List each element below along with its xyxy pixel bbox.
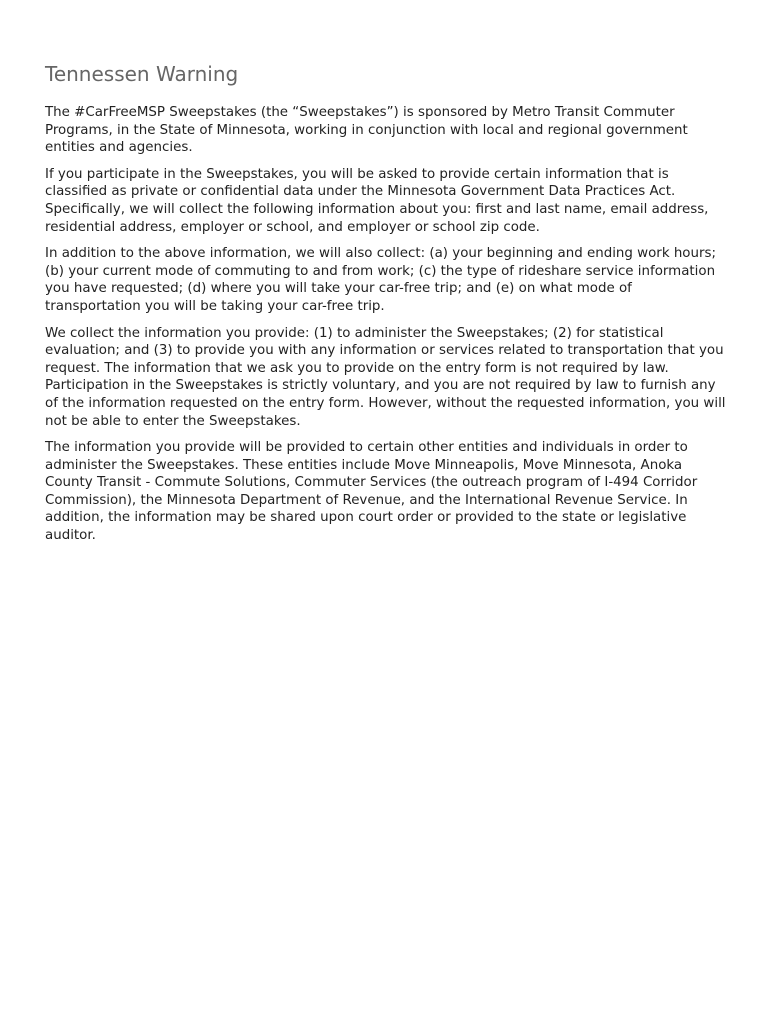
document-page <box>45 60 730 554</box>
paragraph-sharing: The information you provide will be provided to certain other entities and individuals in order to administer the Sweepstakes. These entities include Move Minneapolis, Move Minnesota, Anoka County Transit - Commute Solutions, Commuter Services (the outreach program of I-494 Corridor Commission), the Minnesota Department of Revenue, and the International Revenue Service. In addition, the information may be shared upon court order or provided to the state or legislative auditor. <box>45 440 698 544</box>
paragraph-sponsor: The #CarFreeMSP Sweepstakes (the “Sweepstakes”) is sponsored by Metro Transit Commuter Programs, in the State of Minnesota, working in conjunction with local and regional government entities and agencies. <box>45 105 688 156</box>
page-title: Tennessen Warning <box>45 62 239 86</box>
paragraph-private-data: If you participate in the Sweepstakes, you will be asked to provide certain information that is classified as private or confidential data under the Minnesota Government Data Practices Act. Specifically, we will collect the following information about you: first and last name, email address, residential address, employer or school, and employer or school zip code. <box>45 166 709 235</box>
paragraph-purpose: We collect the information you provide: (1) to administer the Sweepstakes; (2) for statistical evaluation; and (3) to provide you with any information or services related to transportation that you request. The information that we ask you to provide on the entry form is not required by law. Participation in the Sweepstakes is strictly voluntary, and you are not required by law to furnish any of the information requested on the entry form. However, without the requested information, you will not be able to enter the Sweepstakes. <box>45 325 726 429</box>
paragraph-additional-info: In addition to the above information, we will also collect: (a) your beginning and ending work hours; (b) your current mode of commuting to and from work; (c) the type of rideshare service information you have requested; (d) where you will take your car-free trip; and (e) on what mode of transportation you will be taking your car-free trip. <box>45 246 716 314</box>
